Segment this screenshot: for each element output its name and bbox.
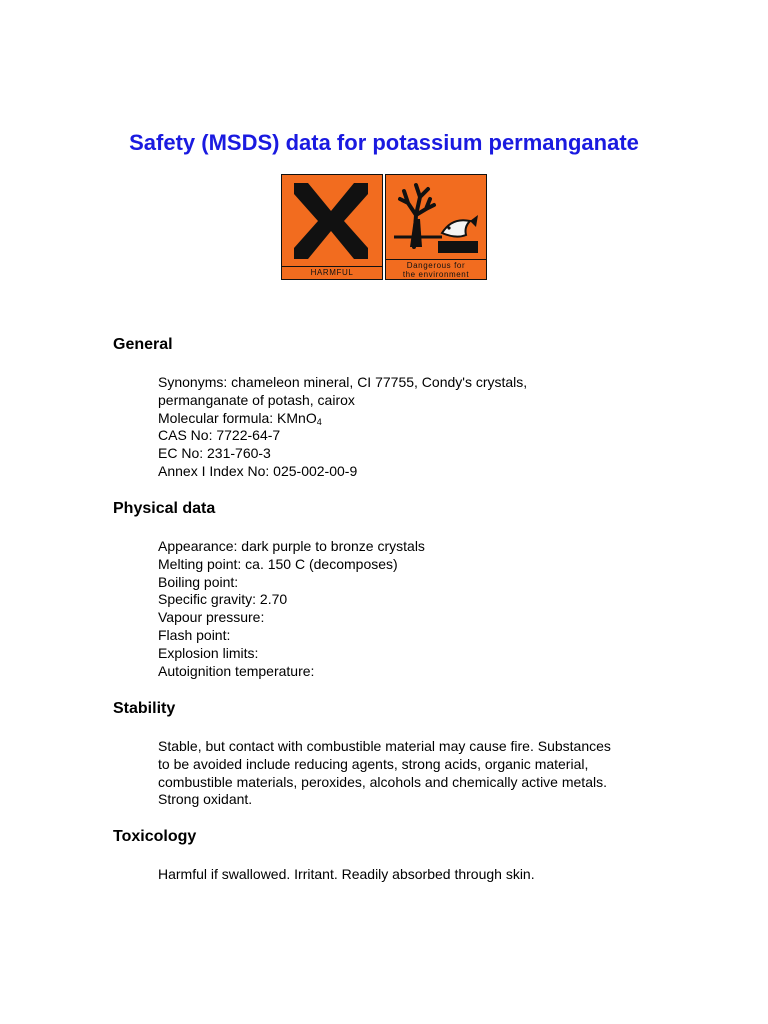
- physical-data-heading: Physical data: [113, 500, 216, 517]
- general-section: [158, 374, 678, 481]
- stability-line: Strong oxidant.: [158, 791, 253, 808]
- page-title: Safety (MSDS) data for potassium permanganate: [129, 130, 639, 155]
- autoignition-temperature: Autoignition temperature:: [158, 662, 315, 679]
- x-cross-icon: [282, 175, 381, 267]
- physical-data-section: [158, 538, 678, 680]
- flash-point: Flash point:: [158, 626, 231, 643]
- harmful-hazard-symbol: [281, 174, 383, 280]
- specific-gravity: Specific gravity: 2.70: [158, 591, 288, 608]
- environment-label-line1: Dangerous for: [406, 261, 466, 270]
- toxicology-heading: Toxicology: [113, 828, 197, 845]
- environment-hazard-symbol: [385, 174, 487, 280]
- appearance: Appearance: dark purple to bronze crystals: [158, 538, 425, 554]
- vapour-pressure: Vapour pressure:: [158, 609, 265, 626]
- environment-label-line2: the environment: [402, 270, 470, 279]
- environment-label: [386, 259, 486, 279]
- stability-line: Stable, but contact with combustible material may cause fire. Substances: [158, 738, 611, 754]
- dead-tree-fish-icon: [386, 175, 485, 259]
- boiling-point: Boiling point:: [158, 573, 239, 590]
- molecular-formula: Molecular formula: KMnO$_4$: [158, 409, 322, 427]
- toxicology-section: [158, 866, 678, 884]
- stability-section: [158, 738, 678, 809]
- ec-number: EC No: 231-760-3: [158, 445, 271, 462]
- toxicology-text: Harmful if swallowed. Irritant. Readily absorbed through skin.: [158, 866, 535, 882]
- cas-number: CAS No: 7722-64-7: [158, 427, 281, 444]
- annex-index-number: Annex I Index No: 025-002-00-9: [158, 462, 358, 479]
- synonyms-line-1: Synonyms: chameleon mineral, CI 77755, Condy's crystals,: [158, 374, 528, 390]
- stability-line: combustible materials, peroxides, alcohols and chemically active metals.: [158, 773, 607, 790]
- melting-point: Melting point: ca. 150 C (decomposes): [158, 555, 398, 572]
- general-heading: General: [113, 336, 173, 353]
- explosion-limits: Explosion limits:: [158, 644, 259, 661]
- harmful-label: HARMFUL: [282, 266, 382, 279]
- stability-line: to be avoided include reducing agents, strong acids, organic material,: [158, 755, 589, 772]
- synonyms-line-2: permanganate of potash, cairox: [158, 391, 355, 408]
- stability-heading: Stability: [113, 700, 176, 717]
